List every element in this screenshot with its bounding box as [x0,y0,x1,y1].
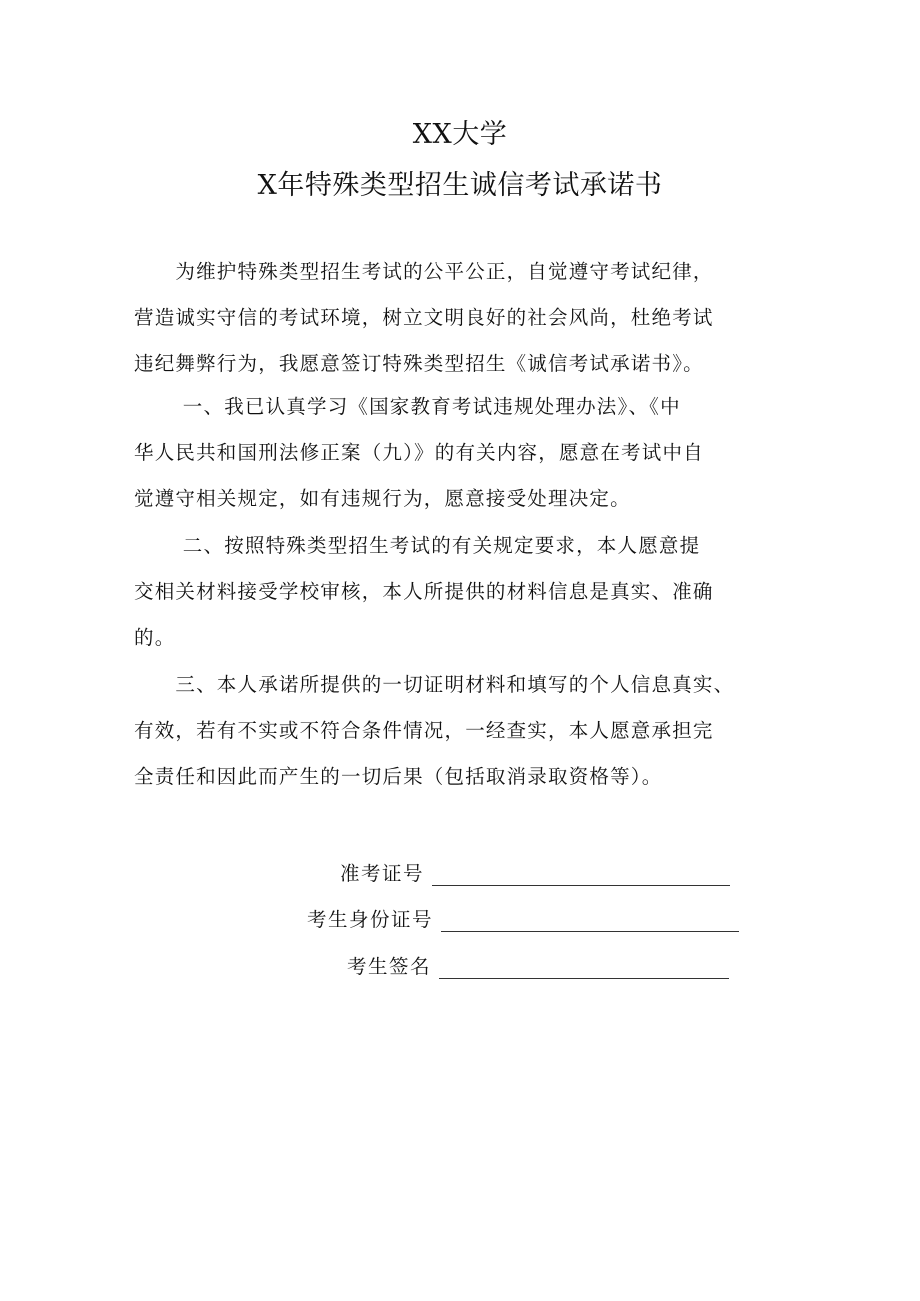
paragraph-line: 交相关材料接受学校审核，本人所提供的材料信息是真实、准确 [134,580,714,603]
document-subtitle: X年特殊类型招生诚信考试承诺书 [257,170,663,201]
exam-number-field [340,859,730,889]
document-title: XX大学 [412,119,508,150]
paragraph-line: 有效，若有不实或不符合条件情况，一经查实，本人愿意承担完 [134,719,714,742]
paragraph-line: 的。 [134,626,176,649]
paragraph-line: 一、我已认真学习《国家教育考试违规处理办法》、《中 [134,395,681,418]
paragraph-intro [134,249,794,387]
paragraph-line: 为维护特殊类型招生考试的公平公正，自觉遵守考试纪律， [134,260,714,283]
paragraph-line: 营造诚实守信的考试环境，树立文明良好的社会风尚，杜绝考试 [134,306,714,329]
paragraph-line: 二、按照特殊类型招生考试的有关规定要求，本人愿意提 [134,534,701,557]
paragraph-line: 三、本人承诺所提供的一切证明材料和填写的个人信息真实、 [134,673,735,696]
paragraph-line: 觉遵守相关规定，如有违规行为，愿意接受处理决定。 [134,487,631,510]
exam-number-blank[interactable] [432,863,730,886]
paragraph-line: 全责任和因此而产生的一切后果（包括取消录取资格等）。 [134,765,663,788]
paragraph-line: 华人民共和国刑法修正案（九）》的有关内容，愿意在考试中自 [134,441,704,464]
paragraph-item-3 [134,662,794,800]
signature-blank[interactable] [439,956,729,979]
id-number-field [307,905,739,935]
id-number-label: 考生身份证号 [307,908,434,931]
paragraph-line: 违纪舞弊行为，我愿意签订特殊类型招生《诚信考试承诺书》。 [134,352,704,375]
id-number-blank[interactable] [441,909,739,932]
exam-number-label: 准考证号 [340,862,425,885]
paragraph-item-1 [134,384,794,522]
paragraph-item-2 [134,523,794,661]
signature-field [347,952,729,982]
signature-label: 考生签名 [347,955,432,978]
